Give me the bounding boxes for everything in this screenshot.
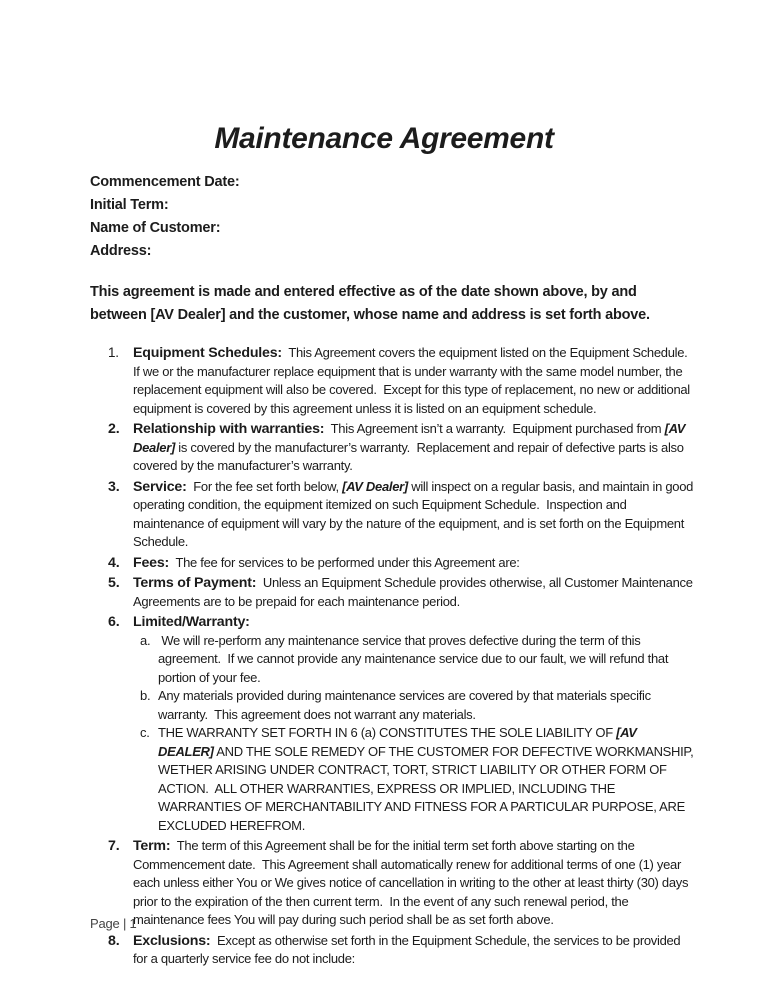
text-run: THE WARRANTY SET FORTH IN 6 (a) CONSTITUTES THE SOLE LIABILITY OF xyxy=(158,725,617,740)
list-item xyxy=(108,574,694,611)
field-label: Name of Customer: xyxy=(90,220,221,236)
text-run: Any materials provided during maintenance services are covered by that materials specific warranty. This agreement does not warrant any materials. xyxy=(158,688,655,722)
text-run: Unless an Equipment Schedule provides otherwise, all Customer Maintenance Agreements are to be prepaid for each maintenance period. xyxy=(133,575,696,609)
intro-paragraph: This agreement is made and entered effective as of the date shown above, by and between [AV Dealer] and the customer, whose name and address is set forth above. xyxy=(90,284,650,323)
field-label: Address: xyxy=(90,243,152,259)
text-run: This Agreement isn’t a warranty. Equipment purchased from xyxy=(324,421,665,436)
text-run: We will re-perform any maintenance service that proves defective during the term of this agreement. If we cannot provide any maintenance service due to our fault, we will refund that portion of your fee. xyxy=(158,632,672,685)
sub-item-body xyxy=(158,724,697,835)
text-run: [AV Dealer] xyxy=(342,478,408,494)
list-item xyxy=(108,554,694,573)
text-run: Exclusions: xyxy=(133,932,211,949)
text-run: will inspect on a regular basis, and maintain in good operating condition, the equipment itemized on such Equipment Schedule. Inspection and maintenance of equipment will vary by the nature of the equipment, and is set forth on the Equipment Schedule. xyxy=(133,478,697,549)
text-run: [AV DEALER] xyxy=(158,725,640,759)
sub-item-letter: c. xyxy=(140,725,150,740)
text-run: Fees: xyxy=(133,554,170,571)
item-number: 6. xyxy=(108,614,120,630)
text-run: AND THE SOLE REMEDY OF THE CUSTOMER FOR DEFECTIVE WORKMANSHIP, WETHER ARISING UNDER CONTRACT, TORT, STRICT LIABILITY OR OTHER FORM OF ACTION. ALL OTHER WARRANTIES, EXPRESS OR IMPLIED, INCLUDING THE WARRANTIES OF MERCHANTABILITY AND FITNESS FOR A PARTICULAR PURPOSE, ARE EXCLUDED HEREFROM. xyxy=(158,743,697,833)
text-run: This Agreement covers the equipment listed on the Equipment Schedule. If we or the manufacturer replace equipment that is under warranty with the same model number, the replacement equipment will also be covered. Except for this type of replacement, no new or additional equipment is covered by this agreement unless it is listed on an equipment schedule. xyxy=(133,345,695,416)
text-run: Limited/Warranty: xyxy=(133,614,250,630)
item-body xyxy=(133,574,694,611)
text-run: Terms of Payment: xyxy=(133,575,257,591)
sub-item-body xyxy=(158,632,694,688)
item-number: 8. xyxy=(108,932,120,949)
list-item xyxy=(108,613,697,835)
item-number: 7. xyxy=(108,838,120,854)
sub-list-item xyxy=(140,724,697,835)
item-body xyxy=(133,344,694,418)
text-run: Except as otherwise set forth in the Equipment Schedule, the services to be provided for a quarterly service fee do not include: xyxy=(133,932,684,966)
item-number: 4. xyxy=(108,554,120,571)
field-label: Commencement Date: xyxy=(90,174,240,190)
field-label: Initial Term: xyxy=(90,197,169,213)
item-number: 1. xyxy=(108,345,119,360)
list-item xyxy=(108,344,694,418)
item-number: 5. xyxy=(108,575,120,591)
text-run: For the fee set forth below, xyxy=(186,478,343,494)
list-item xyxy=(108,837,694,930)
text-run: Term: xyxy=(133,838,171,854)
list-item xyxy=(108,478,697,552)
list-item xyxy=(108,420,694,476)
item-number: 2. xyxy=(108,421,120,437)
text-run: The term of this Agreement shall be for the initial term set forth above starting on the Commencement date. This Agreement shall automatically renew for additional terms of one (1) year each unless either You or We gives notice of cancellation in writing to the other at least thirty (30) days prior to the expiration of the then current term. In the event of any such renewal period, the maintenance fees You will pay during such period shall be as set forth above. xyxy=(133,838,692,927)
text-run: Service: xyxy=(133,478,187,495)
item-body xyxy=(133,420,694,476)
header-fields xyxy=(90,171,240,263)
sub-item-letter: a. xyxy=(140,632,151,648)
item-body xyxy=(133,478,697,552)
text-run: is covered by the manufacturer’s warranty. Replacement and repair of defective parts is also covered by the manufacturer’s warranty. xyxy=(133,439,687,473)
text-run: [AV Dealer] xyxy=(133,421,689,455)
item-body xyxy=(133,554,694,573)
page-number: Page | 1 xyxy=(90,916,137,931)
sub-list-item xyxy=(140,687,694,724)
document-title: Maintenance Agreement xyxy=(214,122,554,155)
item-body xyxy=(133,932,694,969)
item-body xyxy=(133,837,694,930)
item-body xyxy=(133,613,697,835)
text-run: The fee for services to be performed under this Agreement are: xyxy=(169,554,520,570)
sub-item-body xyxy=(158,687,694,724)
sub-list-item xyxy=(140,632,694,688)
list-item xyxy=(108,932,694,969)
sub-item-letter: b. xyxy=(140,688,151,703)
text-run: Relationship with warranties: xyxy=(133,421,325,437)
numbered-list xyxy=(108,344,697,969)
item-number: 3. xyxy=(108,478,120,495)
text-run: Equipment Schedules: xyxy=(133,345,282,361)
